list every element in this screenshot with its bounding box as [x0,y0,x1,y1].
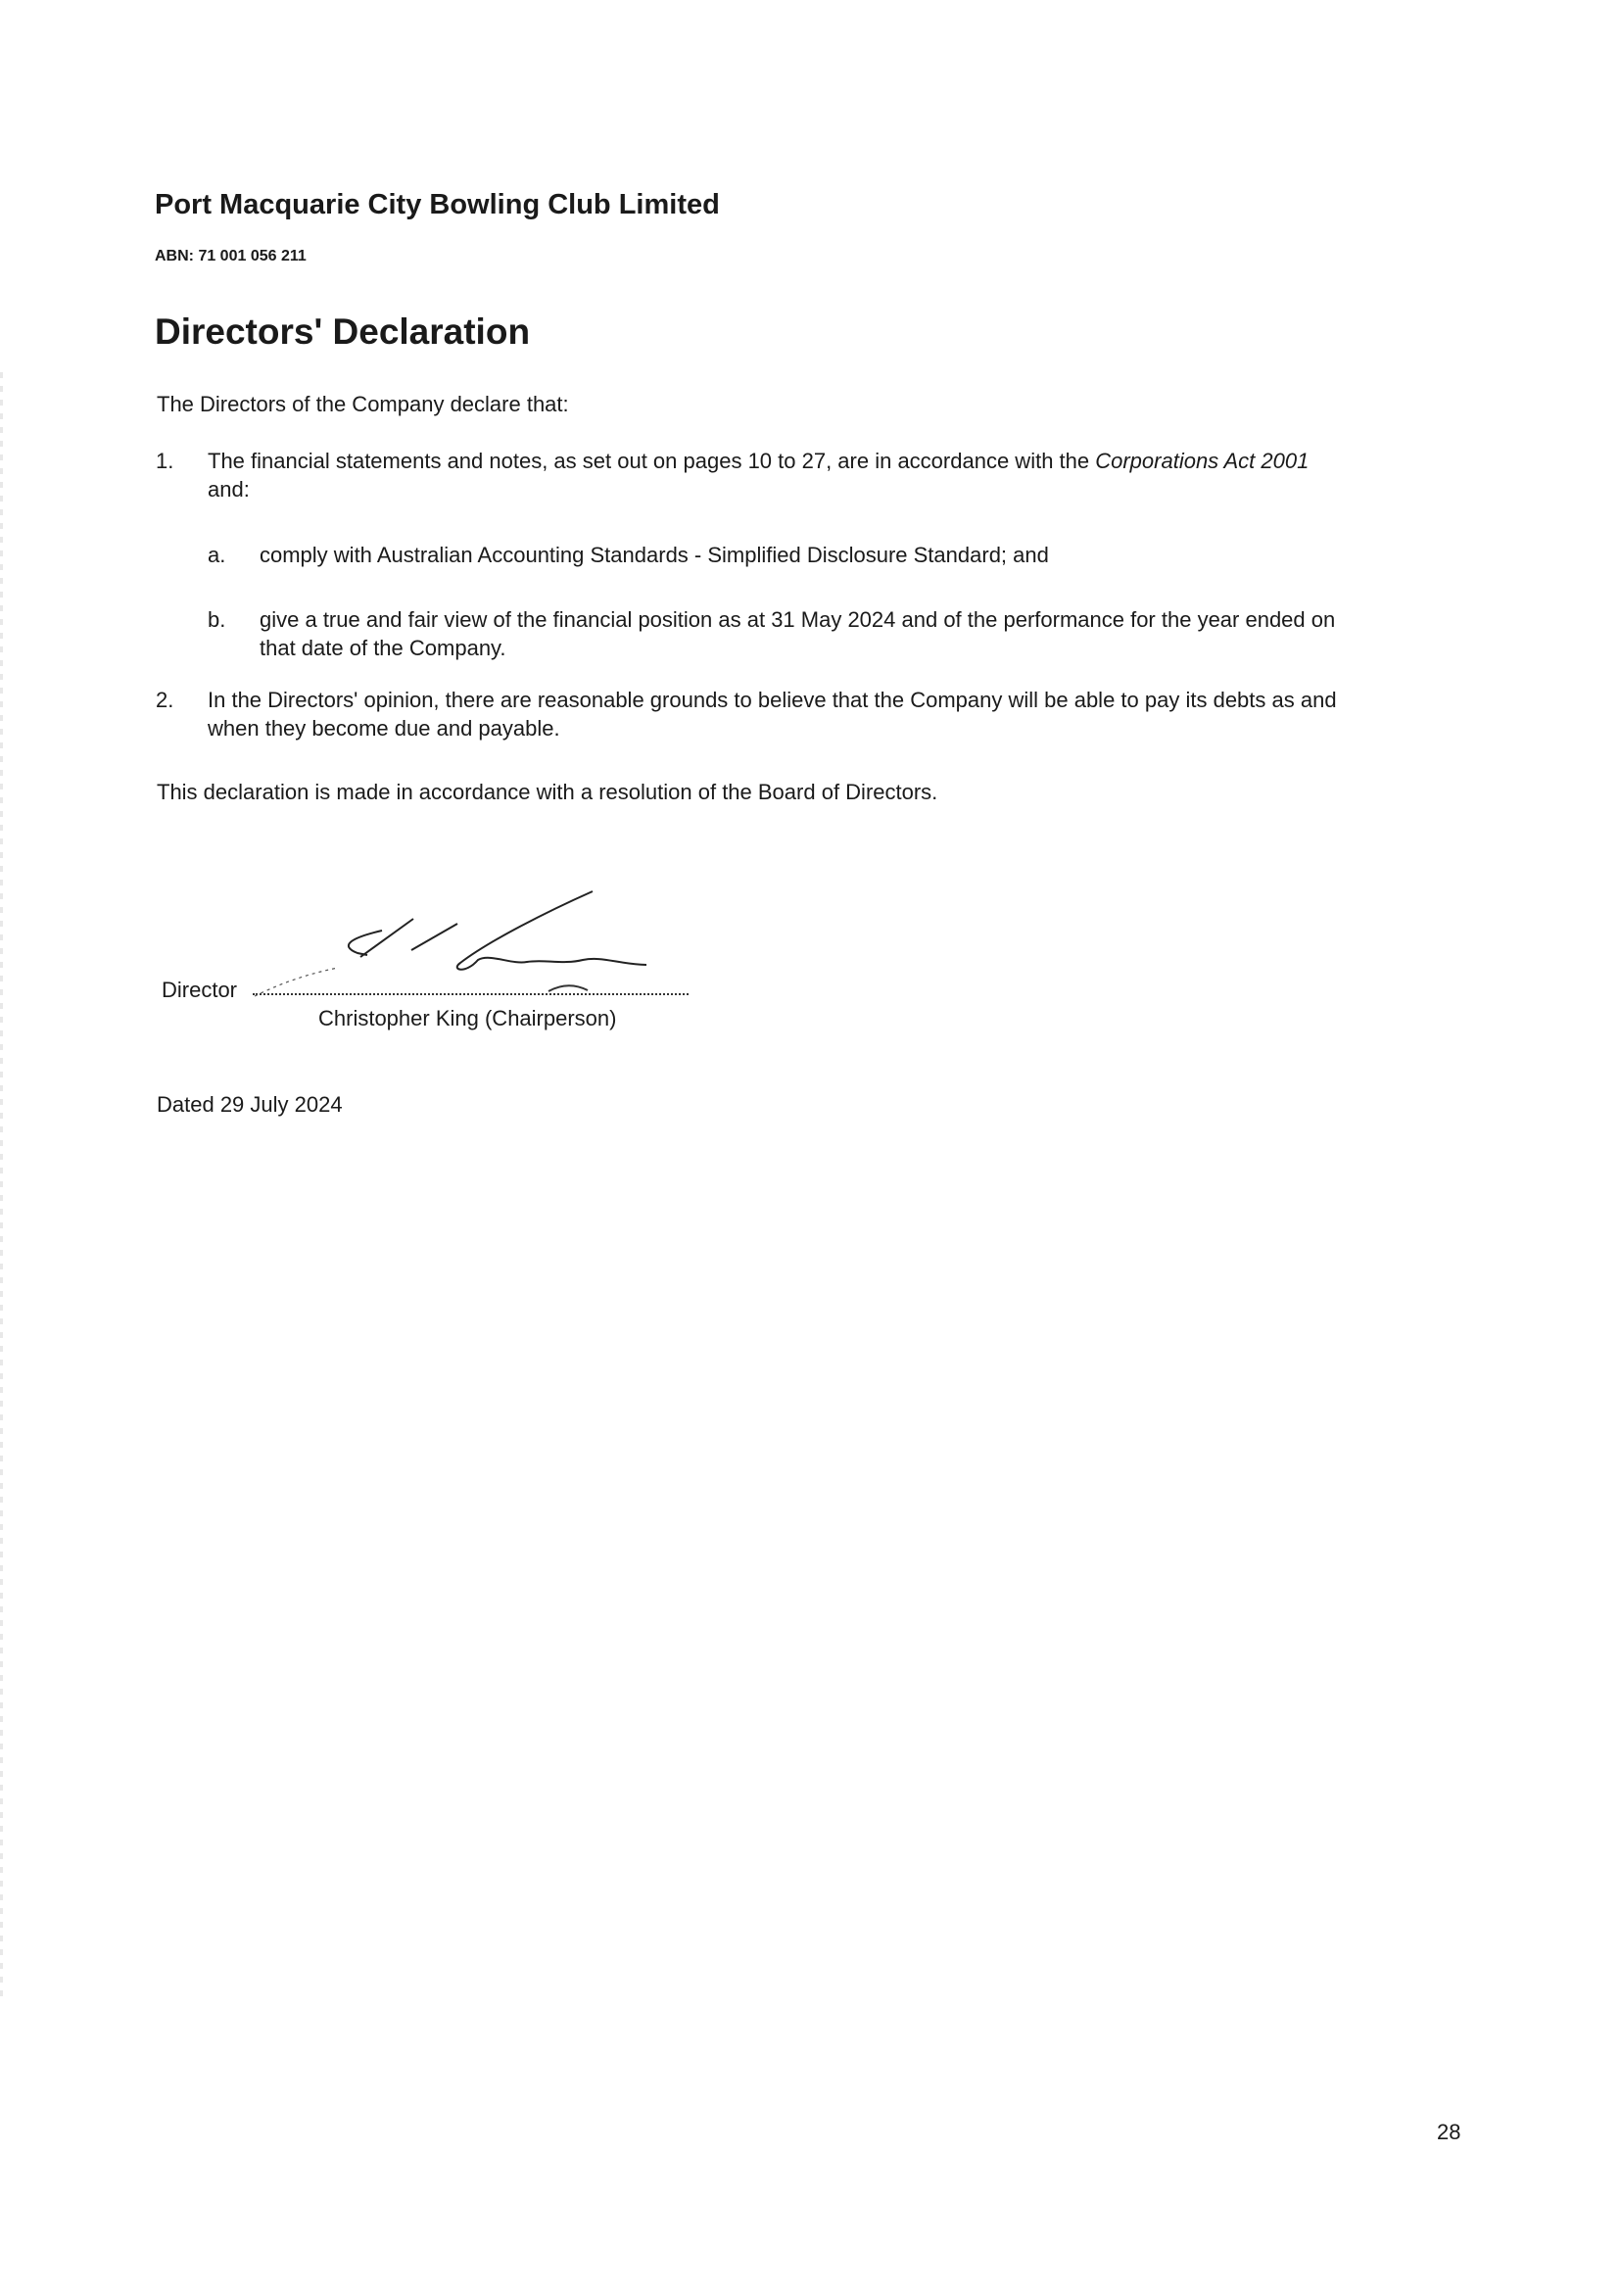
item-2-line1: In the Directors' opinion, there are reasonable grounds to believe that the Company will be able to pay its debts as and [208,688,1337,712]
subitem-b-line2: that date of the Company. [260,636,506,660]
item-1-text [208,447,1309,503]
item-1-text-main: The financial statements and notes, as set out on pages 10 to 27, are in accordance with the [208,449,1096,473]
subitem-b-text [260,605,1335,662]
scan-edge-artifact [0,372,3,1998]
company-name: Port Macquarie City Bowling Club Limited [155,189,720,220]
item-2-text [208,686,1337,742]
subitem-b-line1: give a true and fair view of the financial position as at 31 May 2024 and of the performance for the year ended on [260,607,1336,632]
item-1-text-continued: and: [208,477,250,502]
item-2-marker: 2. [156,688,174,712]
abn-number: ABN: 71 001 056 211 [155,248,307,264]
handwritten-signature [255,886,646,1009]
signer-name: Christopher King (Chairperson) [318,1006,617,1030]
item-1-act-reference: Corporations Act 2001 [1095,449,1310,473]
intro-paragraph: The Directors of the Company declare that: [157,392,569,416]
subitem-a-marker: a. [208,543,226,567]
item-1-marker: 1. [156,449,174,473]
date-line: Dated 29 July 2024 [157,1092,343,1117]
subitem-a-text: comply with Australian Accounting Standards - Simplified Disclosure Standard; and [260,543,1049,567]
signature-label: Director [162,978,238,1002]
subitem-b-marker: b. [208,607,226,632]
page-number: 28 [1437,2120,1461,2144]
closing-paragraph: This declaration is made in accordance with a resolution of the Board of Directors. [157,780,938,804]
page-title: Directors' Declaration [155,311,531,352]
item-2-line2: when they become due and payable. [208,716,560,741]
